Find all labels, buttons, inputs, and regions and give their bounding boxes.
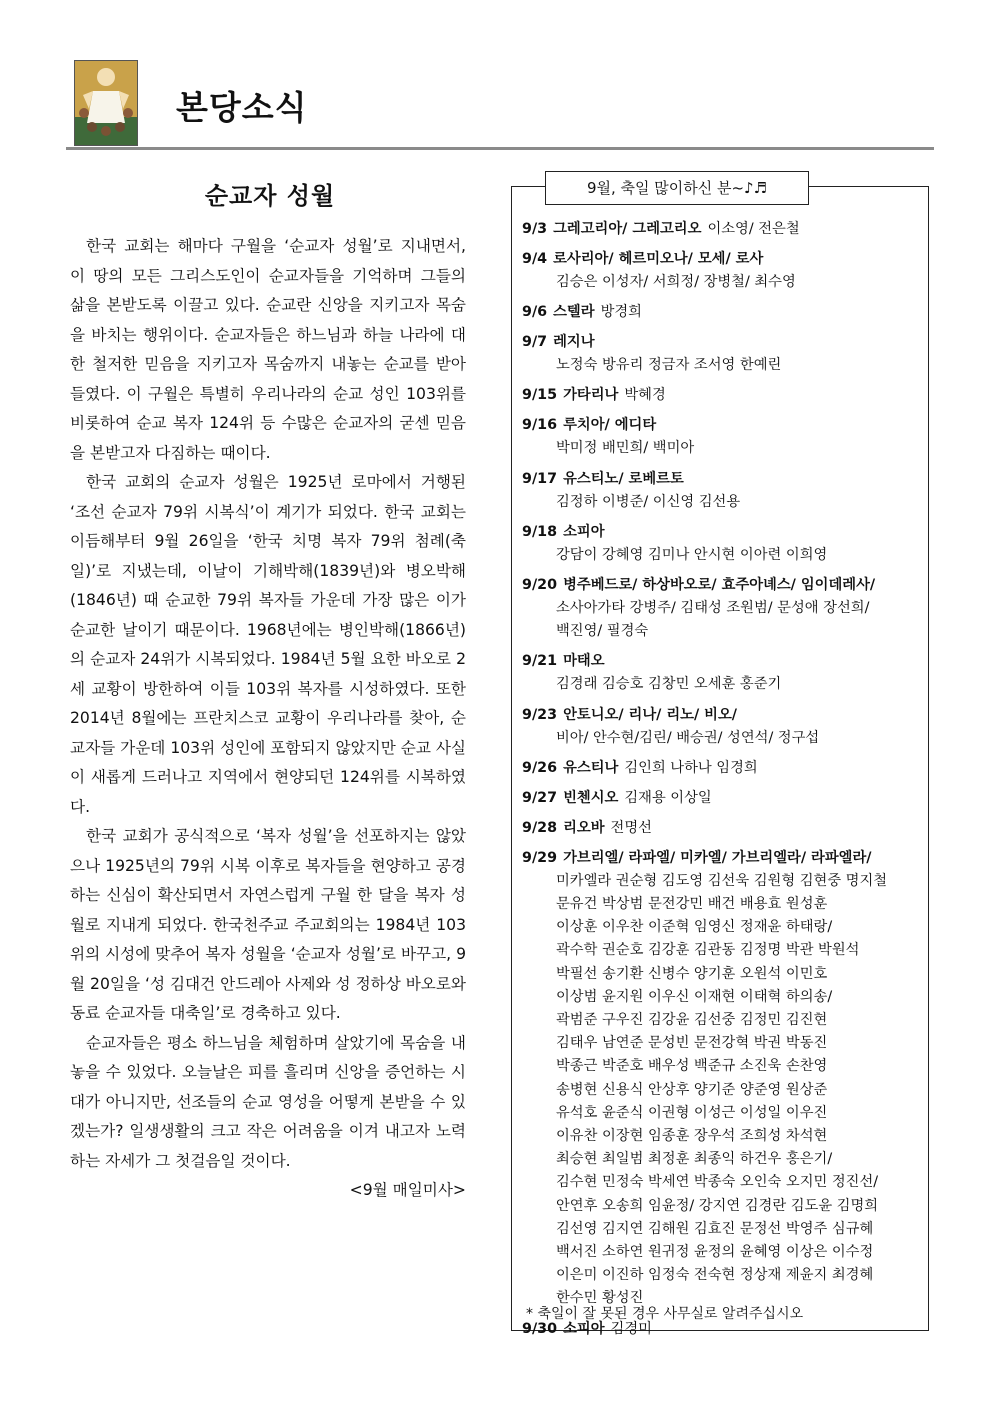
feast-entry-heading <box>522 574 922 597</box>
parishioner-names: 백서진 소하연 원귀정 윤정의 윤혜영 이상은 이수정 <box>556 1244 874 1261</box>
feast-saint-names: 유스티노/ 로베르토 <box>563 470 684 487</box>
parishioner-names: 이상범 윤지원 이우신 이재현 이태혁 하의송/ <box>556 988 833 1005</box>
feast-entry <box>522 218 922 241</box>
feast-entry <box>522 817 922 840</box>
feast-date: 9/21 <box>522 653 558 670</box>
parishioner-names: 이소영/ 전은철 <box>707 221 800 237</box>
parishioner-names: 김선영 김지연 김해원 김효진 문정선 박영주 심규혜 <box>556 1220 874 1237</box>
parishioner-names: 박종근 박준호 배우성 백준규 소진욱 손찬영 <box>556 1058 828 1075</box>
feast-saint-names: 마태오 <box>563 653 605 670</box>
parishioner-names: 김수현 민정숙 박세연 박종숙 오인숙 오지민 정진선/ <box>556 1174 879 1191</box>
feast-entry-heading <box>522 704 922 727</box>
article-title: 순교자 성월 <box>204 182 336 210</box>
parishioner-names: 안연후 오송희 임윤정/ 강지연 김경란 김도윤 김명희 <box>556 1197 879 1214</box>
feast-date: 9/15 <box>522 387 558 404</box>
feast-date: 9/18 <box>522 523 558 540</box>
feast-date: 9/28 <box>522 819 558 836</box>
feast-entry <box>522 384 922 407</box>
parishioner-names: 박미정 배민희/ 백미아 <box>556 440 695 457</box>
feast-entry-heading <box>522 248 922 271</box>
feast-entry <box>522 757 922 780</box>
parishioner-names: 전명선 <box>610 819 652 836</box>
feast-entry <box>522 414 922 460</box>
feast-box-header: 9월, 축일 많이하신 분~♪♬ <box>545 171 809 205</box>
parishioner-names: 이상훈 이우찬 이준혁 임영신 정재윤 하태랑/ <box>556 919 833 936</box>
feast-entry-heading <box>522 384 922 407</box>
parishioner-names: 미카엘라 권순형 김도영 김선욱 김원형 김현중 명지철 <box>556 872 888 889</box>
parishioner-names: 문유건 박상범 문전강민 배건 배용효 원성훈 <box>556 896 828 913</box>
feast-date: 9/27 <box>522 789 558 806</box>
feast-saint-names: 그레고리아/ 그레고리오 <box>553 221 702 237</box>
feast-date: 9/23 <box>522 706 558 723</box>
feast-entry <box>522 704 922 750</box>
header-divider <box>66 147 934 150</box>
feast-date: 9/30 <box>522 1320 558 1337</box>
parishioner-names: 최승현 최일범 최정훈 최종익 하건우 홍은기/ <box>556 1151 833 1168</box>
feast-date: 9/6 <box>522 304 548 321</box>
feast-entry <box>522 468 922 514</box>
parish-logo-image <box>74 60 138 146</box>
parishioner-names: 곽수학 권순호 김강훈 김관동 김정명 박관 박원석 <box>556 942 860 959</box>
article-paragraph: 한국 교회의 순교자 성월은 1925년 로마에서 거행된 ‘조선 순교자 79위 시복식’이 계기가 되었다. 한국 교회는 이듬해부터 9월 26일을 ‘한국 치명 복자 79위 첨례(축일)’로 지냈는데, 이날이 기해박해(1839년)와 병오박해(1846년) 때 순교한 79위 복자들 가운데 가장 많은 이가 순교한 날이기 때문이다. 1968년에는 병인박해(1866년)의 순교자 24위가 시복되었다. 1984년 5월 요한 바오로 2세 교황이 방한하여 이들 103위 복자를 시성하였다. 또한 2014년 8월에는 프란치스코 교황이 우리나라를 찾아, 순교자들 가운데 103위 성인에 포함되지 않았지만 순교 사실이 새롭게 드러나고 지역에서 현양되던 124위를 시복하였다. <box>70 473 466 816</box>
feast-saint-names: 안토니오/ 리나/ 리노/ 비오/ <box>563 706 738 723</box>
article-paragraph: 순교자들은 평소 하느님을 체험하며 살았기에 목숨을 내놓을 수 있었다. 오늘날은 피를 흘리며 신앙을 증언하는 시대가 아니지만, 선조들의 순교 영성을 어떻게 본받을 수 있겠는가? 일생생활의 크고 작은 어려움을 이겨 내고자 노력하는 자세가 그 첫걸음일 것이다. <box>70 1033 466 1170</box>
feast-entry <box>522 574 922 643</box>
parishioner-names: 강담이 강혜영 김미나 안시현 이아련 이희영 <box>556 546 828 563</box>
parishioner-names: 방경희 <box>600 304 642 321</box>
feast-saint-names: 유스티나 <box>563 759 619 776</box>
feast-entry-heading <box>522 847 922 870</box>
feast-saint-names: 로사리아/ 헤르미오나/ 모세/ 로사 <box>553 251 764 267</box>
feast-date: 9/7 <box>522 334 548 351</box>
parishioner-names: 소사아가타 강병주/ 김태성 조원범/ 문성애 장선희/ <box>556 600 870 617</box>
parishioner-names: 김인희 나하나 임경희 <box>624 759 758 776</box>
feast-saint-names: 빈첸시오 <box>563 789 619 806</box>
article-paragraph: 한국 교회가 공식적으로 ‘복자 성월’을 선포하지는 않았으나 1925년의 79위 시복 이후로 복자들을 현양하고 공경하는 신심이 확산되면서 자연스럽게 구월 한 달을 복자 성월로 지내게 되었다. 한국천주교 주교회의는 1984년 103위의 시성에 맞추어 복자 성월을 ‘순교자 성월’로 바꾸고, 9월 20일을 ‘성 김대건 안드레아 사제와 성 정하상 바오로와 동료 순교자들 대축일’로 경축하고 있다. <box>70 827 466 1022</box>
feast-entry-heading <box>522 468 922 491</box>
parishioner-names: 한수민 황성진 <box>556 1290 644 1307</box>
feast-entry-heading <box>522 301 922 324</box>
feast-entry-heading <box>522 787 922 810</box>
article-paragraph: 한국 교회는 해마다 구월을 ‘순교자 성월’로 지내면서, 이 땅의 모든 그리스도인이 순교자들을 기억하며 그들의 삶을 본받도록 이끌고 있다. 순교란 신앙을 지키고자 목숨을 바치는 행위이다. 순교자들은 하느님과 하늘 나라에 대한 철저한 믿음을 지키고자 목숨까지 내놓는 순교를 받아들였다. 이 구월은 특별히 우리나라의 순교 성인 103위를 비롯하여 순교 복자 124위 등 수많은 순교자의 굳센 믿음을 본받고자 다짐하는 때이다. <box>70 237 466 462</box>
feast-entry <box>522 787 922 810</box>
feast-saint-names: 스텔라 <box>553 304 595 321</box>
feast-entry-heading <box>522 757 922 780</box>
feast-date: 9/17 <box>522 470 558 487</box>
feast-saint-names: 가브리엘/ 라파엘/ 미카엘/ 가브리엘라/ 라파엘라/ <box>563 849 872 866</box>
feast-box-note: * 축일이 잘 못된 경우 사무실로 알려주십시오 <box>526 1306 804 1322</box>
feast-day-list <box>522 218 922 1348</box>
parishioner-names: 김경미 <box>610 1320 652 1337</box>
feast-date: 9/26 <box>522 759 558 776</box>
feast-entry-heading <box>522 331 922 354</box>
feast-date: 9/29 <box>522 849 558 866</box>
feast-saint-names: 루치아/ 에디타 <box>563 417 657 434</box>
parishioner-names: 김태우 남연준 문성빈 문전강혁 박권 박동진 <box>556 1035 828 1052</box>
parishioner-names: 비아/ 안수현/김린/ 배승권/ 성연석/ 정구섭 <box>556 729 820 746</box>
feast-saint-names: 소피아 <box>563 1320 605 1337</box>
parishioner-names: 유석호 윤준식 이권형 이성근 이성일 이우진 <box>556 1104 828 1121</box>
feast-saint-names: 가타리나 <box>563 387 619 404</box>
feast-entry <box>522 847 922 1311</box>
parishioner-names: 박필선 송기환 신병수 양기훈 오원석 이민호 <box>556 965 828 982</box>
feast-entry-heading <box>522 521 922 544</box>
section-title: 본당소식 <box>176 88 308 127</box>
feast-entry <box>522 248 922 294</box>
parishioner-names: 김정하 이병준/ 이신영 김선용 <box>556 493 741 510</box>
feast-entry <box>522 650 922 696</box>
feast-entry-heading <box>522 414 922 437</box>
feast-entry-heading <box>522 650 922 673</box>
feast-date: 9/20 <box>522 577 558 594</box>
article-body <box>70 232 466 1206</box>
parishioner-names: 이은미 이진하 임정숙 전숙현 정상재 제윤지 최경혜 <box>556 1267 874 1284</box>
feast-date: 9/4 <box>522 251 548 267</box>
feast-date: 9/3 <box>522 221 548 237</box>
feast-entry <box>522 521 922 567</box>
feast-saint-names: 레지나 <box>553 334 595 351</box>
feast-date: 9/16 <box>522 417 558 434</box>
feast-saint-names: 리오바 <box>563 819 605 836</box>
parishioner-names: 백진영/ 필경숙 <box>556 623 649 640</box>
feast-entry <box>522 301 922 324</box>
feast-saint-names: 병주베드로/ 하상바오로/ 효주아녜스/ 임이데레사/ <box>563 577 876 594</box>
parishioner-names: 김경래 김승호 김창민 오세훈 홍준기 <box>556 676 782 693</box>
feast-entry-heading <box>522 218 922 241</box>
parishioner-names: 곽범준 구우진 김강윤 김선중 김정민 김진현 <box>556 1012 828 1029</box>
parishioner-names: 송병현 신용식 안상후 양기준 양준영 원상준 <box>556 1081 828 1098</box>
parishioner-names: 김재용 이상일 <box>624 789 712 806</box>
feast-entry <box>522 331 922 377</box>
feast-saint-names: 소피아 <box>563 523 605 540</box>
article-source: <9월 매일미사> <box>349 1181 466 1199</box>
parishioner-names: 박혜경 <box>624 387 666 404</box>
parishioner-names: 노정숙 방유리 정금자 조서영 한예린 <box>556 357 782 374</box>
parishioner-names: 이유찬 이장현 임종훈 장우석 조희성 차석현 <box>556 1128 828 1145</box>
parishioner-names: 김승은 이성자/ 서희정/ 장병철/ 최수영 <box>556 274 796 290</box>
feast-entry-heading <box>522 817 922 840</box>
